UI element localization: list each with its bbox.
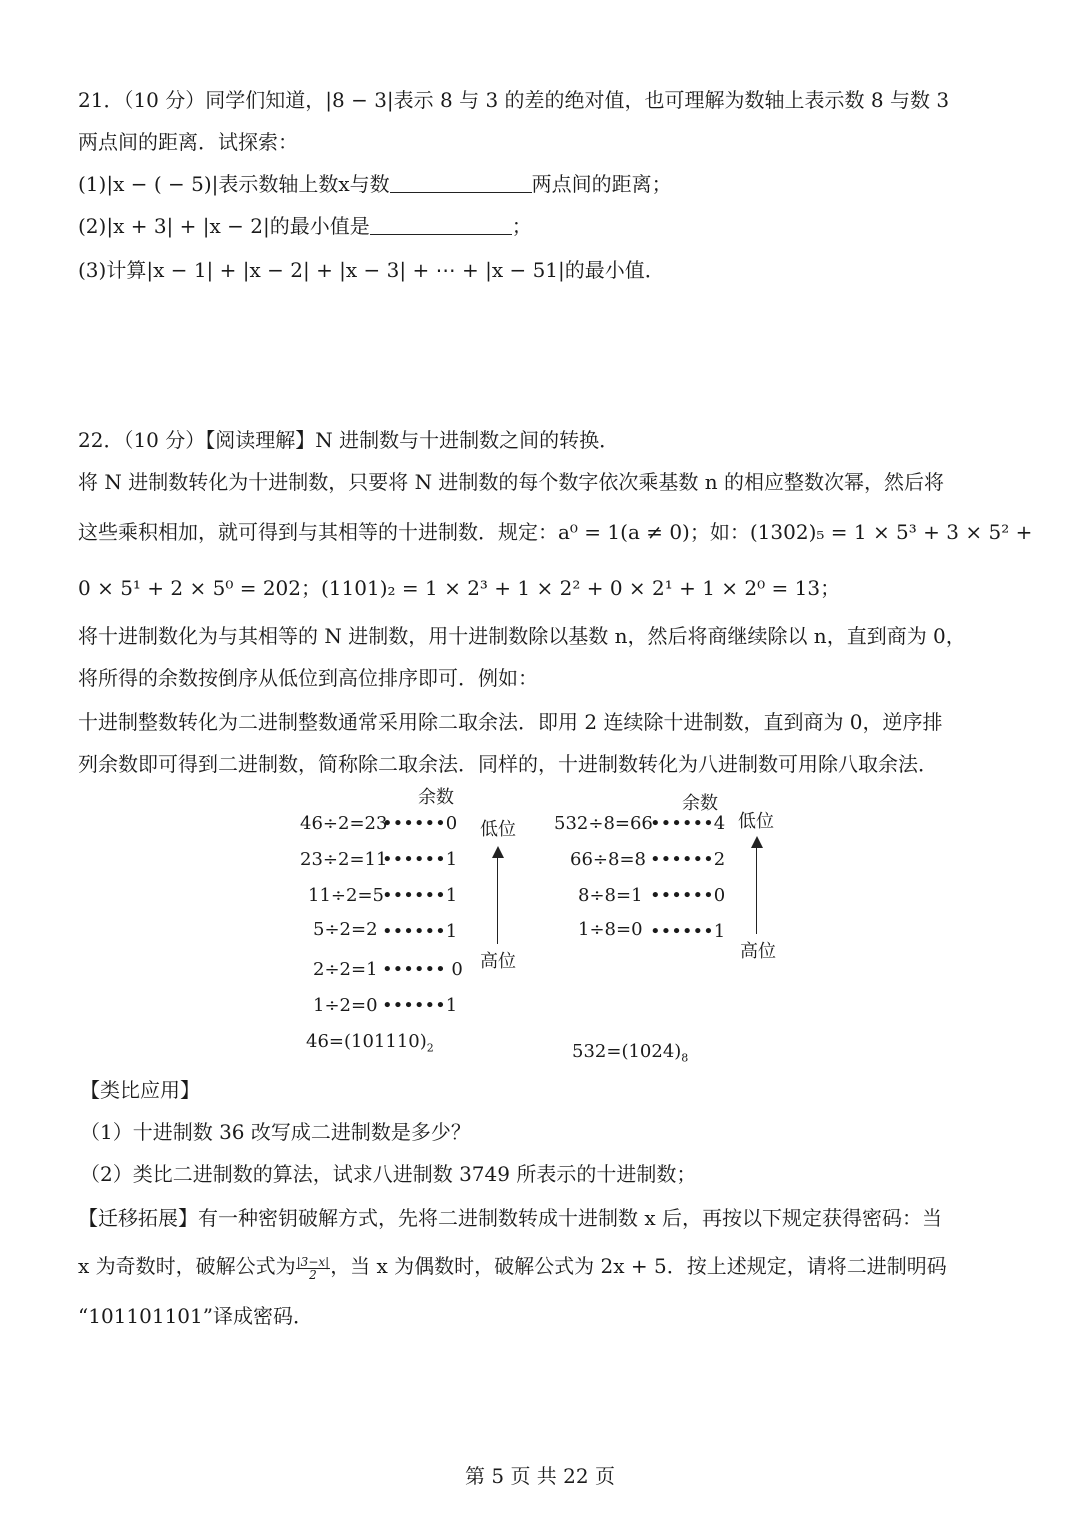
extension-line2 xyxy=(78,1252,947,1281)
q22-line2: 将 N 进制数转化为十进制数，只要将 N 进制数的每个数字依次乘基数 n 的相应整数次幂，然后将 xyxy=(78,470,945,494)
fraction-numerator: |3−x| xyxy=(296,1255,330,1269)
q22-line6: 将所得的余数按倒序从低位到高位排序即可．例如： xyxy=(78,666,538,690)
q22-line8: 列余数即可得到二进制数，简称除二取余法．同样的，十进制数转化为八进制数可用除八取余法． xyxy=(78,752,938,776)
oct-high-label: 高位 xyxy=(740,941,776,962)
bin-row-4: 5÷2=2 xyxy=(313,919,378,940)
odd-formula-fraction xyxy=(296,1256,331,1281)
analogy-title: 【类比应用】 xyxy=(80,1078,200,1102)
oct-rem-2: ••••••2 xyxy=(650,849,726,870)
analogy-q1: （1）十进制数 36 改写成二进制数是多少？ xyxy=(80,1120,471,1144)
oct-up-arrow-icon xyxy=(751,836,763,848)
oct-result-base: 8 xyxy=(681,1051,689,1065)
q21-line1: 21．（10 分）同学们知道，|8 − 3|表示 8 与 3 的差的绝对值，也可理解为数轴上表示数 8 与数 3 xyxy=(78,88,950,112)
extension-line1: 【迁移拓展】有一种密钥破解方式，先将二进制数转成十进制数 x 后，再按以下规定获得密码：当 xyxy=(78,1206,942,1230)
oct-row-1: 532÷8=66 xyxy=(554,813,653,834)
oct-low-label: 低位 xyxy=(738,811,774,832)
oct-row-2: 66÷8=8 xyxy=(570,849,646,870)
q21-part1-text: (1)|x − ( − 5)|表示数轴上数x与数 xyxy=(78,172,390,196)
q21-part2-tail: ； xyxy=(511,214,532,238)
bin-row-2: 23÷2=11 xyxy=(300,849,388,870)
bin-rem-1: ••••••0 xyxy=(382,813,458,834)
q22-line1: 22．（10 分）【阅读理解】N 进制数与十进制数之间的转换． xyxy=(78,428,620,452)
analogy-q2: （2）类比二进制数的算法，试求八进制数 3749 所表示的十进制数； xyxy=(80,1162,697,1186)
bin-arrow-shaft xyxy=(497,856,498,944)
q21-part1-tail: 两点间的距离； xyxy=(531,172,672,196)
q21-part2 xyxy=(78,212,532,240)
bin-result-base: 2 xyxy=(426,1041,434,1055)
extension-line3: “101101101”译成密码． xyxy=(78,1304,313,1328)
oct-result xyxy=(572,1040,688,1071)
bin-low-label: 低位 xyxy=(480,819,516,840)
bin-row-6: 1÷2=0 xyxy=(313,995,378,1016)
q21-part1 xyxy=(78,170,672,198)
bin-rem-4: ••••••1 xyxy=(382,921,458,942)
bin-up-arrow-icon xyxy=(492,846,504,858)
q21-line2: 两点间的距离．试探索： xyxy=(78,130,298,154)
oct-rem-3: ••••••0 xyxy=(650,885,726,906)
answer-blank-1[interactable] xyxy=(390,172,532,193)
oct-result-text: 532=(1024) xyxy=(572,1041,682,1062)
bin-remainder-label: 余数 xyxy=(418,787,454,808)
bin-high-label: 高位 xyxy=(480,951,516,972)
oct-rem-1: ••••••4 xyxy=(650,813,726,834)
q22-line4: 0 × 5¹ + 2 × 5⁰ = 202；(1101)₂ = 1 × 2³ + 1 × 2² + 0 × 2¹ + 1 × 2⁰ = 13； xyxy=(78,576,841,600)
fraction-denominator: 2 xyxy=(309,1268,317,1282)
bin-result-text: 46=(101110) xyxy=(306,1031,427,1052)
bin-rem-5: •••••• 0 xyxy=(382,959,463,980)
bin-row-5: 2÷2=1 xyxy=(313,959,378,980)
oct-row-4: 1÷8=0 xyxy=(578,919,643,940)
q22-line5: 将十进制数化为与其相等的 N 进制数，用十进制数除以基数 n，然后将商继续除以 n，直到商为 0， xyxy=(78,624,966,648)
oct-row-3: 8÷8=1 xyxy=(578,885,643,906)
q22-line7: 十进制整数转化为二进制整数通常采用除二取余法．即用 2 连续除十进制数，直到商为 0，逆序排 xyxy=(78,710,943,734)
q21-part3: (3)计算|x − 1| + |x − 2| + |x − 3| + ⋯ + |x − 51|的最小值． xyxy=(78,258,665,282)
bin-rem-6: ••••••1 xyxy=(382,995,458,1016)
oct-remainder-label: 余数 xyxy=(682,793,718,814)
extension-line2-text: x 为奇数时，破解公式为 xyxy=(78,1254,296,1278)
oct-arrow-shaft xyxy=(756,846,757,934)
page-footer: 第 5 页 共 22 页 xyxy=(465,1464,615,1488)
bin-rem-2: ••••••1 xyxy=(382,849,458,870)
q22-line3: 这些乘积相加，就可得到与其相等的十进制数．规定：a⁰ = 1(a ≠ 0)；如：(1302)₅ = 1 × 5³ + 3 × 5² + xyxy=(78,520,1033,544)
bin-row-3: 11÷2=5 xyxy=(308,885,384,906)
bin-rem-3: ••••••1 xyxy=(382,885,458,906)
oct-rem-4: ••••••1 xyxy=(650,921,726,942)
extension-line2-tail: ，当 x 为偶数时，破解公式为 2x + 5．按上述规定，请将二进制明码 xyxy=(330,1254,947,1278)
answer-blank-2[interactable] xyxy=(370,214,512,235)
q21-part2-text: (2)|x + 3| + |x − 2|的最小值是 xyxy=(78,214,370,238)
bin-result xyxy=(306,1030,434,1061)
bin-row-1: 46÷2=23 xyxy=(300,813,388,834)
